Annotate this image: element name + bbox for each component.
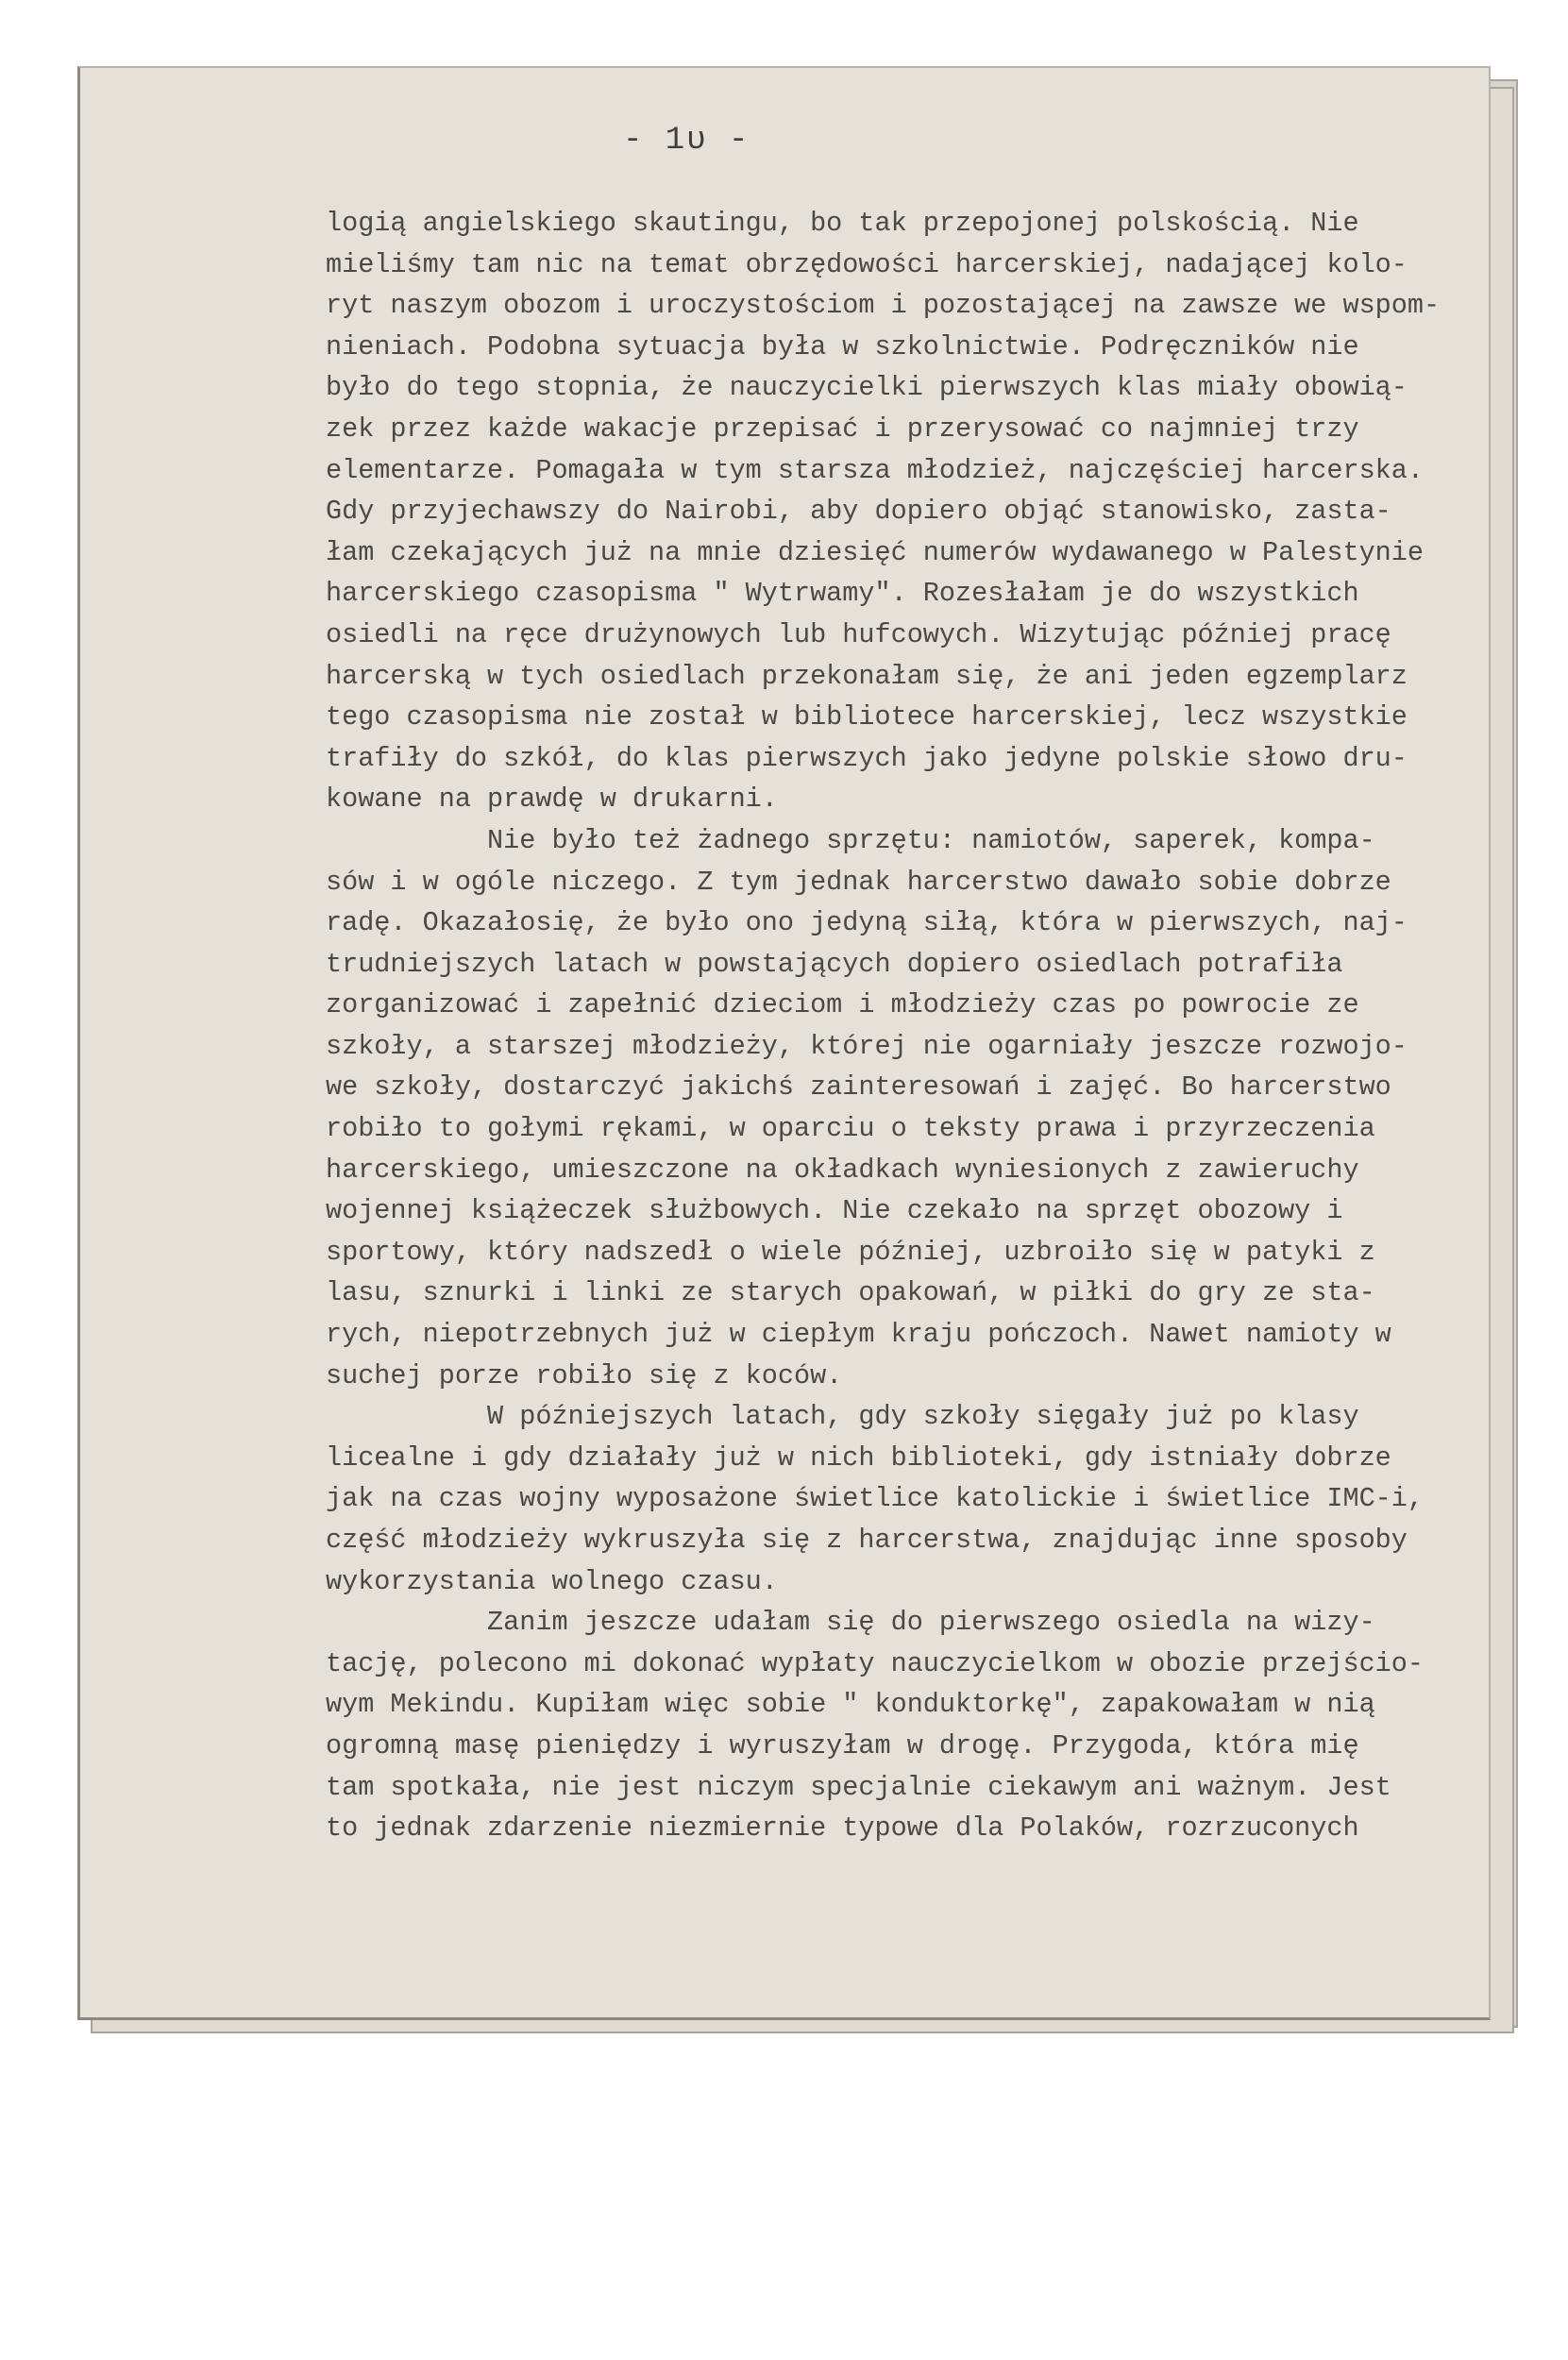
text-line: kowane na prawdę w drukarni. [326, 784, 778, 816]
text-line: tację, polecono mi dokonać wypłaty nauczycielkom w obozie przejścio- [326, 1647, 1424, 1679]
text-line: rych, niepotrzebnych już w ciepłym kraju pończoch. Nawet namioty w [326, 1319, 1391, 1351]
text-line: szkoły, a starszej młodzieży, której nie ogarniały jeszcze rozwojo- [326, 1030, 1408, 1062]
text-line: mieliśmy tam nic na temat obrzędowości harcerskiej, nadającej kolo- [326, 248, 1408, 280]
text-line: harcerskiego czasopisma " Wytrwamy". Rozesłałam je do wszystkich [326, 578, 1359, 610]
text-line: licealne i gdy działały już w nich biblioteki, gdy istniały dobrze [326, 1441, 1391, 1474]
text-line: we szkoły, dostarczyć jakichś zainteresowań i zajęć. Bo harcerstwo [326, 1071, 1391, 1104]
text-line: część młodzieży wykruszyła się z harcerstwa, znajdując inne sposoby [326, 1525, 1408, 1556]
text-line: radę. Okazałosię, że było ono jedyną siłą, która w pierwszych, naj- [326, 907, 1408, 939]
text-line: elementarze. Pomagała w tym starsza młodzież, najczęściej harcerska. [326, 454, 1424, 486]
text-line: tego czasopisma nie został w bibliotece harcerskiej, lecz wszystkie [326, 701, 1408, 733]
text-line: zek przez każde wakacje przepisać i przerysować co najmniej trzy [326, 413, 1359, 445]
text-line: harcerską w tych osiedlach przekonałam się, że ani jeden egzemplarz [326, 660, 1408, 692]
text-line: trafiły do szkół, do klas pierwszych jako jedyne polskie słowo dru- [326, 742, 1408, 774]
body-text [326, 203, 1506, 1849]
text-line: zorganizować i zapełnić dzieciom i młodzieży czas po powrocie ze [326, 989, 1359, 1021]
text-line: ogromną masę pieniędzy i wyruszyłam w drogę. Przygoda, która mię [326, 1729, 1359, 1762]
text-line: Gdy przyjechawszy do Nairobi, aby dopiero objąć stanowisko, zasta- [326, 496, 1391, 528]
text-line: Nie było też żadnego sprzętu: namiotów, saperek, kompa- [326, 824, 1375, 856]
page-number: - 1ᴜ - [623, 123, 750, 159]
text-line: sportowy, który nadszedł o wiele później, uzbroiło się w patyki z [326, 1236, 1375, 1268]
text-line: trudniejszych latach w powstających dopiero osiedlach potrafiła [326, 948, 1343, 980]
text-line: wykorzystania wolnego czasu. [326, 1565, 778, 1597]
text-line: lasu, sznurki i linki ze starych opakowań, w piłki do gry ze sta- [326, 1277, 1375, 1309]
text-line: suchej porze robiło się z koców. [326, 1359, 843, 1391]
text-line: wym Mekindu. Kupiłam więc sobie " konduktorkę", zapakowałam w nią [326, 1689, 1375, 1721]
text-line: wojennej książeczek służbowych. Nie czekało na sprzęt obozowy i [326, 1195, 1343, 1227]
text-line: tam spotkała, nie jest niczym specjalnie ciekawym ani ważnym. Jest [326, 1771, 1391, 1803]
text-line: harcerskiego, umieszczone na okładkach wyniesionych z zawieruchy [326, 1154, 1359, 1186]
text-line: logią angielskiego skautingu, bo tak przepojonej polskością. Nie [326, 208, 1359, 239]
text-line: W późniejszych latach, gdy szkoły sięgały już po klasy [326, 1401, 1359, 1433]
text-line: sów i w ogóle niczego. Z tym jednak harcerstwo dawało sobie dobrze [326, 866, 1391, 898]
text-line: było do tego stopnia, że nauczycielki pierwszych klas miały obowią- [326, 372, 1408, 404]
text-line: osiedli na ręce drużynowych lub hufcowych. Wizytując później pracę [326, 618, 1391, 650]
text-line: ryt naszym obozom i uroczystościom i pozostającej na zawsze we wspom- [326, 290, 1441, 322]
text-line: nieniach. Podobna sytuacja była w szkolnictwie. Podręczników nie [326, 330, 1359, 362]
text-line: jak na czas wojny wyposażone świetlice katolickie i świetlice IMC-i, [326, 1483, 1424, 1515]
text-line: Zanim jeszcze udałam się do pierwszego osiedla na wizy- [326, 1607, 1375, 1639]
text-line: robiło to gołymi rękami, w oparciu o teksty prawa i przyrzeczenia [326, 1113, 1375, 1145]
text-line: łam czekających już na mnie dziesięć numerów wydawanego w Palestynie [326, 536, 1424, 568]
text-line: to jednak zdarzenie niezmiernie typowe dla Polaków, rozrzuconych [326, 1812, 1359, 1845]
